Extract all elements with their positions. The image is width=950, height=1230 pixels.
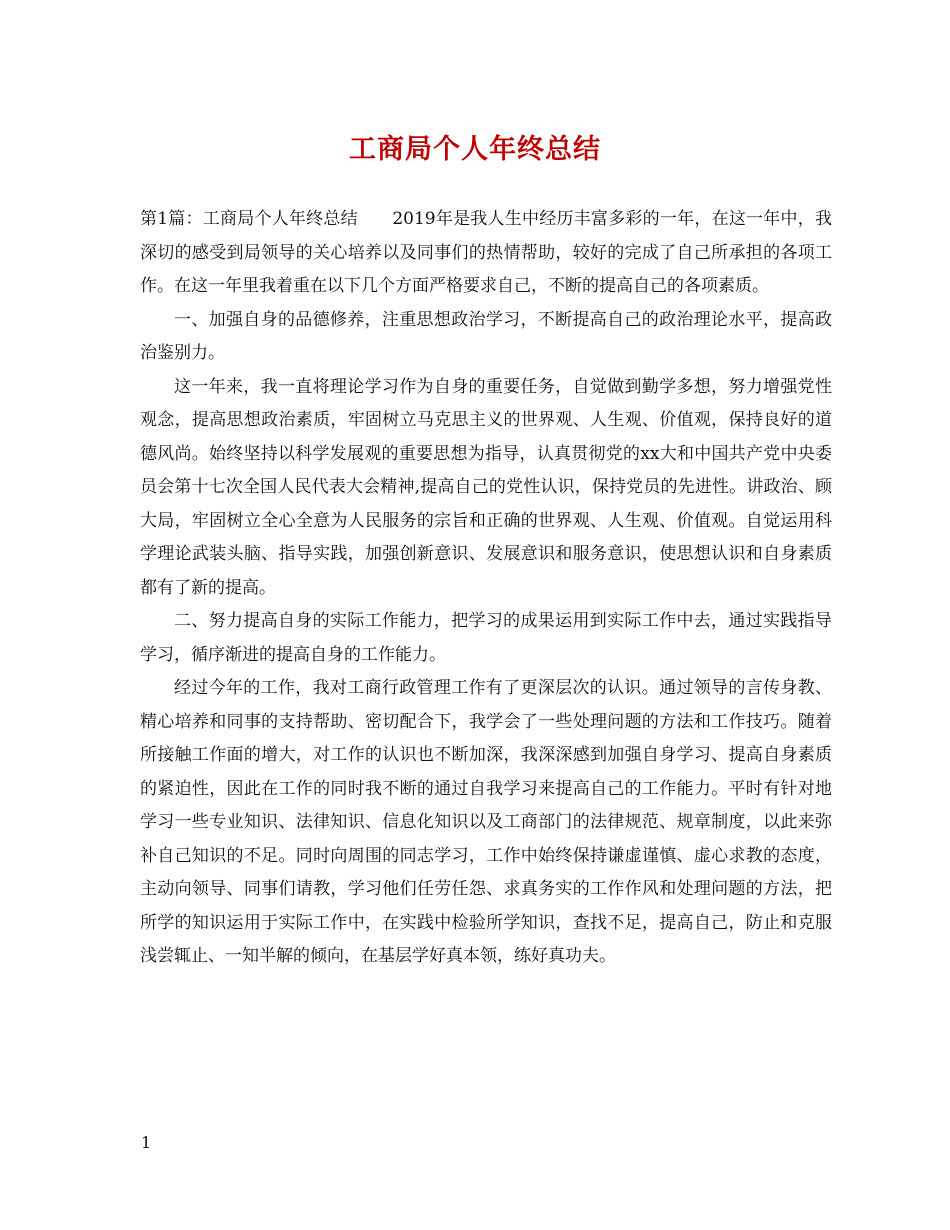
paragraph-intro: 第1篇：工商局个人年终总结 2019年是我人生中经历丰富多彩的一年，在这一年中，我深切的感受到局领导的关心培养以及同事们的热情帮助，较好的完成了自己所承担的各项工作。在这一年里我着重在以下几个方面严格要求自己，不断的提高自己的各项素质。 [140,209,832,296]
document-title: 工商局个人年终总结 [349,134,601,165]
paragraph-section-one-body: 这一年来，我一直将理论学习作为自身的重要任务，自觉做到勤学多想，努力增强党性观念，提高思想政治素质，牢固树立马克思主义的世界观、人生观、价值观，保持良好的道德风尚。始终坚持以科学发展观的重要思想为指导，认真贯彻党的xx大和中国共产党中央委员会第十七次全国人民代表大会精神,提高自己的党性认识，保持党员的先进性。讲政治、顾大局，牢固树立全心全意为人民服务的宗旨和正确的世界观、人生观、价值观。自觉运用科学理论武装头脑、指导实践，加强创新意识、发展意识和服务意识，使思想认识和自身素质都有了新的提高。 [140,376,832,598]
paragraph-section-two-heading: 二、努力提高自身的实际工作能力，把学习的成果运用到实际工作中去，通过实践指导学习，循序渐进的提高自身的工作能力。 [140,611,832,665]
page-number: 1 [141,1133,152,1152]
paragraph-section-two-body: 经过今年的工作，我对工商行政管理工作有了更深层次的认识。通过领导的言传身教、精心培养和同事的支持帮助、密切配合下，我学会了一些处理问题的方法和工作技巧。随着所接触工作面的增大，对工作的认识也不断加深，我深深感到加强自身学习、提高自身素质的紧迫性，因此在工作的同时我不断的通过自我学习来提高自己的工作能力。平时有针对地学习一些专业知识、法律知识、信息化知识以及工商部门的法律规范、规章制度，以此来弥补自己知识的不足。同时向周围的同志学习，工作中始终保持谦虚谨慎、虚心求教的态度，主动向领导、同事们请教，学习他们任劳任怨、求真务实的工作作风和处理问题的方法，把所学的知识运用于实际工作中，在实践中检验所学知识，查找不足，提高自己，防止和克服浅尝辄止、一知半解的倾向，在基层学好真本领，练好真功夫。 [140,678,832,966]
paragraph-section-one-heading: 一、加强自身的品德修养，注重思想政治学习，不断提高自己的政治理论水平，提高政治鉴别力。 [140,309,832,363]
document-body [140,203,832,974]
